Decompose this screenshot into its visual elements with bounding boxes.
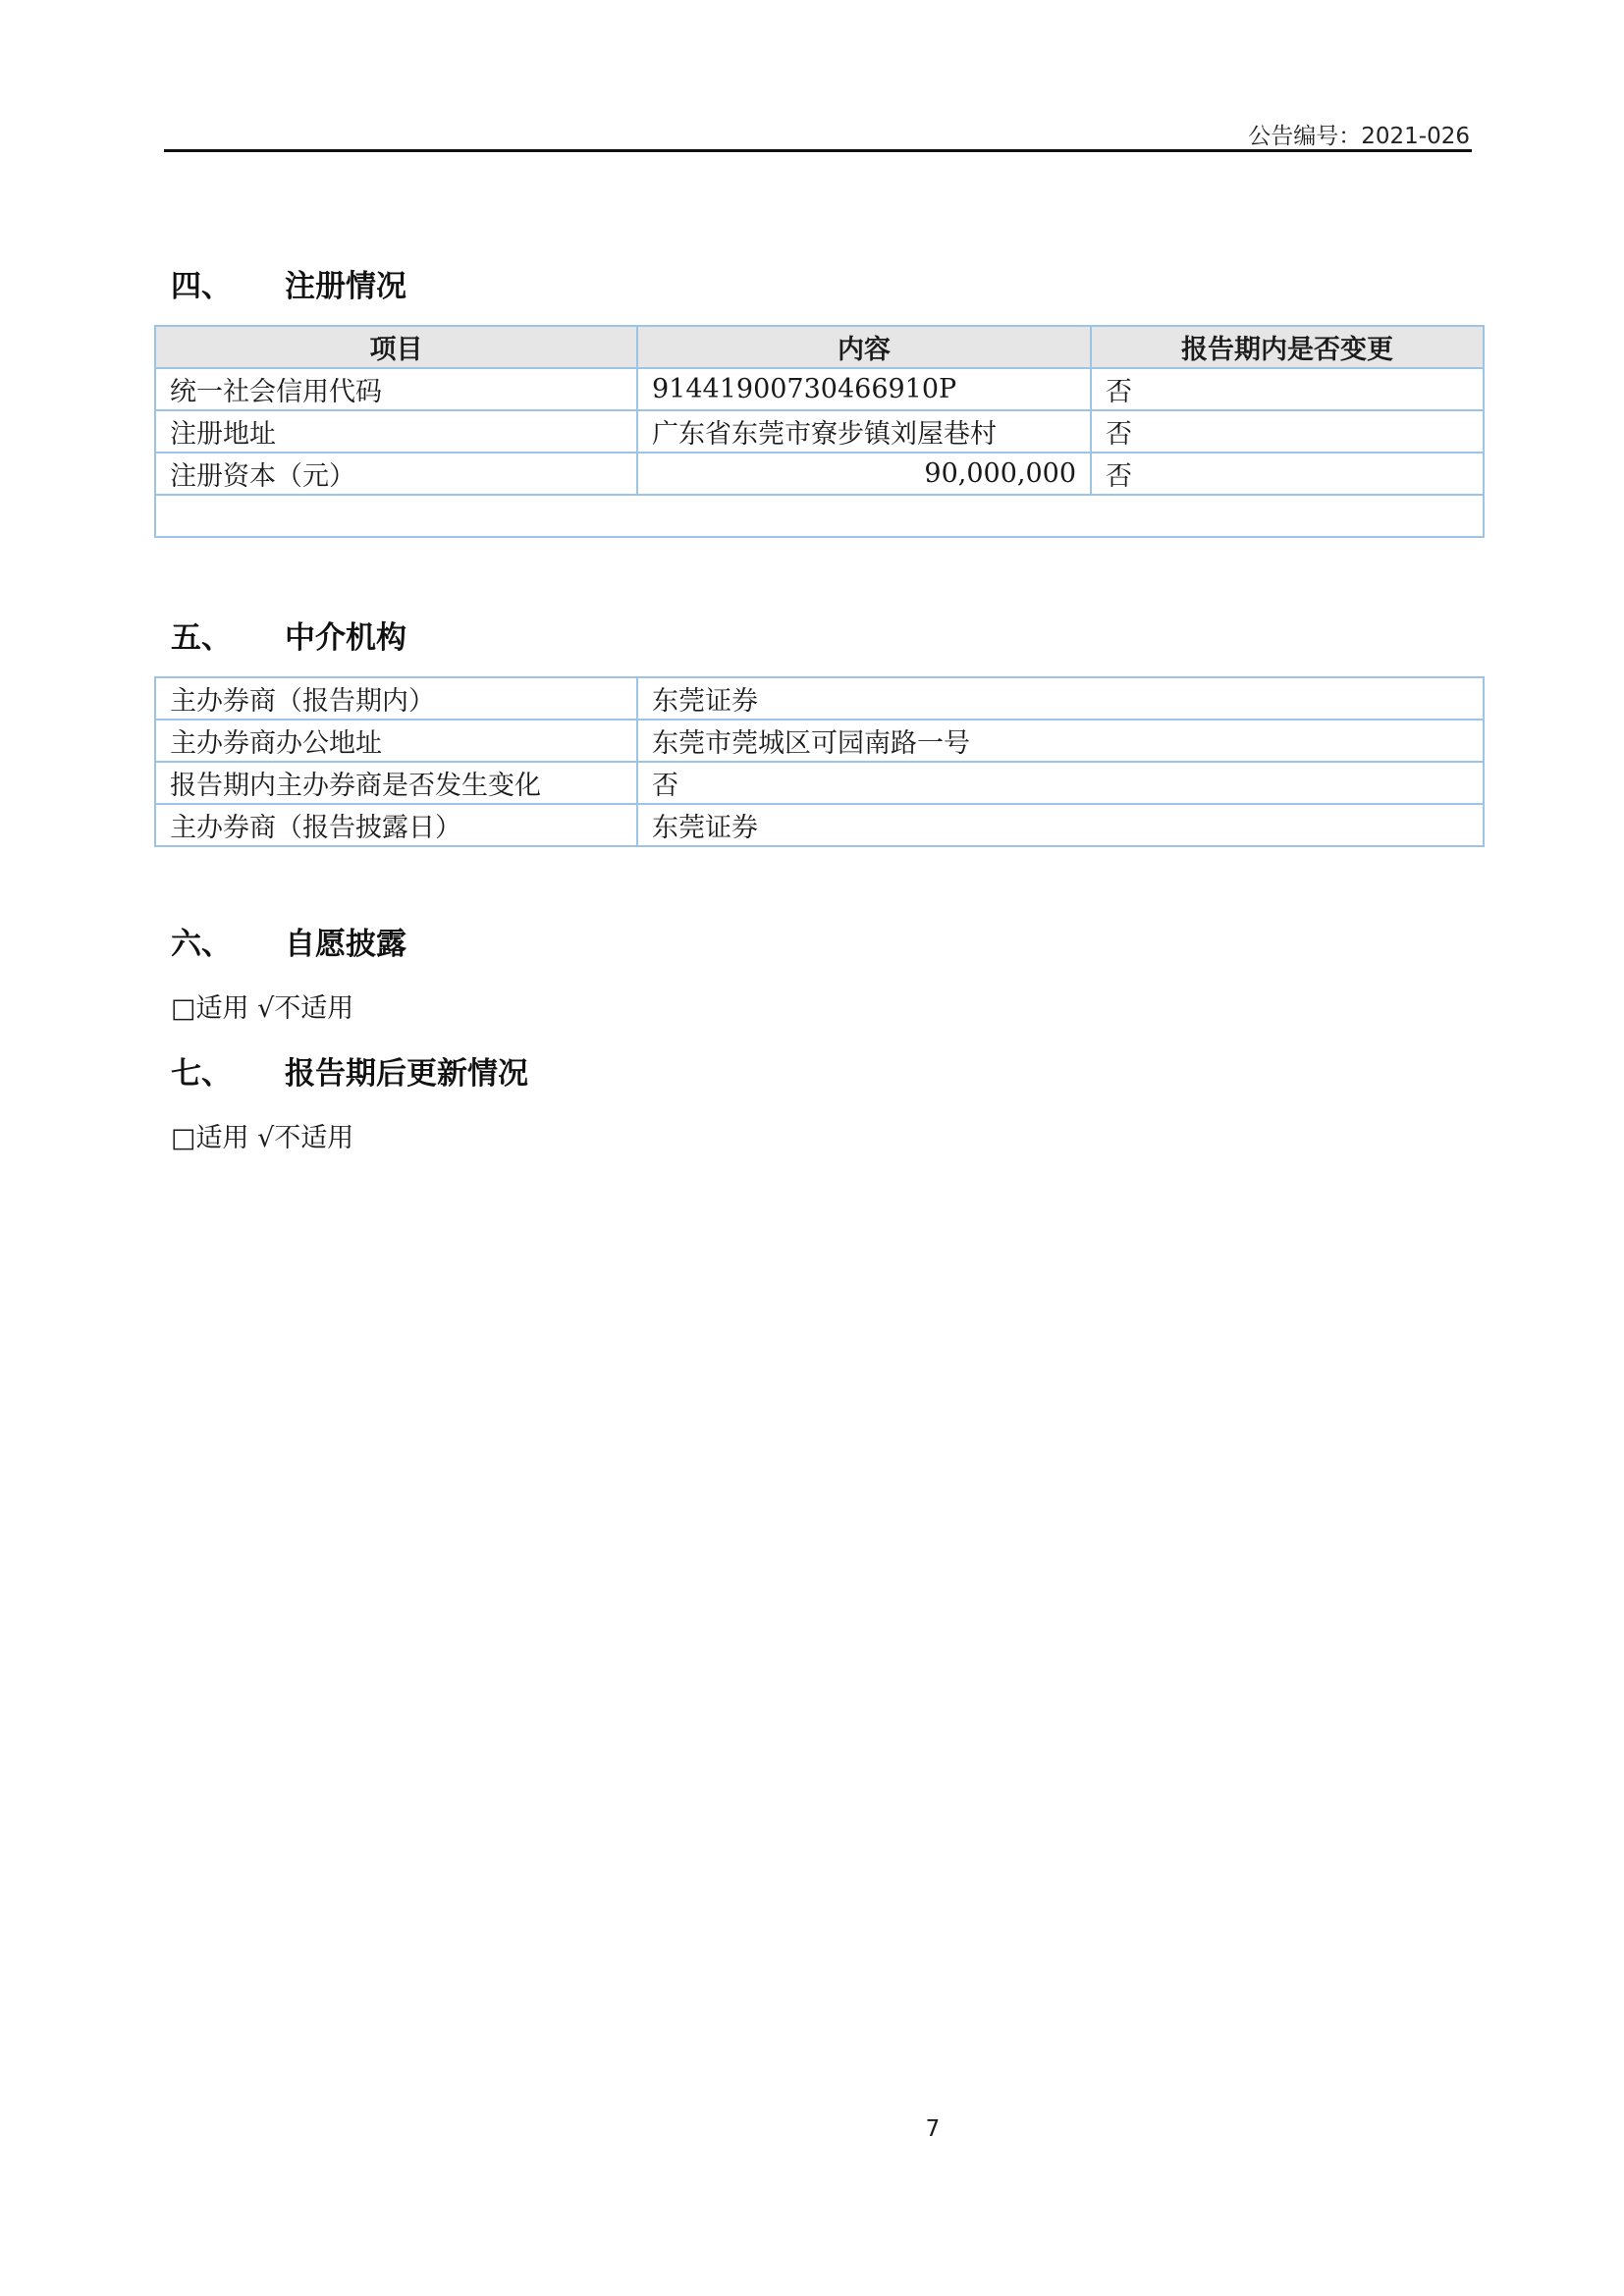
cell-content: 广东省东莞市寮步镇刘屋巷村 <box>637 410 1091 453</box>
cell-item: 统一社会信用代码 <box>155 368 637 410</box>
table-row <box>155 368 1484 410</box>
header-rule <box>164 149 1472 152</box>
section-6-title: 自愿披露 <box>285 927 406 962</box>
cell-content: 否 <box>637 762 1484 804</box>
section-5-number: 五、 <box>171 620 232 656</box>
section-5-heading <box>171 613 406 657</box>
section-7-heading <box>171 1048 528 1093</box>
column-header-content: 内容 <box>637 326 1091 368</box>
section-4-heading <box>171 261 406 305</box>
table-row <box>155 804 1484 846</box>
page-header-label: 公告编号：2021-026 <box>1248 124 1470 149</box>
cell-changed: 否 <box>1091 410 1484 453</box>
cell-content: 东莞市莞城区可园南路一号 <box>637 720 1484 762</box>
section-4-title: 注册情况 <box>285 269 406 304</box>
table-row-empty <box>155 495 1484 537</box>
empty-cell <box>155 495 1484 537</box>
cell-item: 主办券商办公地址 <box>155 720 637 762</box>
table-row <box>155 677 1484 720</box>
cell-item: 主办券商（报告披露日） <box>155 804 637 846</box>
section-6-heading <box>171 919 406 963</box>
table-row <box>155 762 1484 804</box>
section-6-number: 六、 <box>171 927 232 962</box>
cell-content: 90,000,000 <box>637 453 1091 495</box>
column-header-item: 项目 <box>155 326 637 368</box>
section-7-title: 报告期后更新情况 <box>285 1056 528 1092</box>
page-number: 7 <box>925 2116 941 2142</box>
cell-item: 主办券商（报告期内） <box>155 677 637 720</box>
table-row <box>155 410 1484 453</box>
table-header-row <box>155 326 1484 368</box>
column-header-changed: 报告期内是否变更 <box>1091 326 1484 368</box>
cell-item: 注册地址 <box>155 410 637 453</box>
section-7-applicability: □适用 √不适用 <box>171 1123 354 1153</box>
table-row <box>155 720 1484 762</box>
cell-changed: 否 <box>1091 453 1484 495</box>
cell-item: 报告期内主办券商是否发生变化 <box>155 762 637 804</box>
cell-content: 东莞证券 <box>637 804 1484 846</box>
table-row <box>155 453 1484 495</box>
cell-content: 91441900730466910P <box>637 368 1091 410</box>
section-6-applicability: □适用 √不适用 <box>171 993 354 1024</box>
section-7-number: 七、 <box>171 1056 232 1092</box>
cell-content: 东莞证券 <box>637 677 1484 720</box>
intermediary-table <box>154 676 1485 847</box>
section-5-title: 中介机构 <box>285 620 406 656</box>
cell-item: 注册资本（元） <box>155 453 637 495</box>
registration-table <box>154 325 1485 538</box>
section-4-number: 四、 <box>171 269 232 304</box>
cell-changed: 否 <box>1091 368 1484 410</box>
